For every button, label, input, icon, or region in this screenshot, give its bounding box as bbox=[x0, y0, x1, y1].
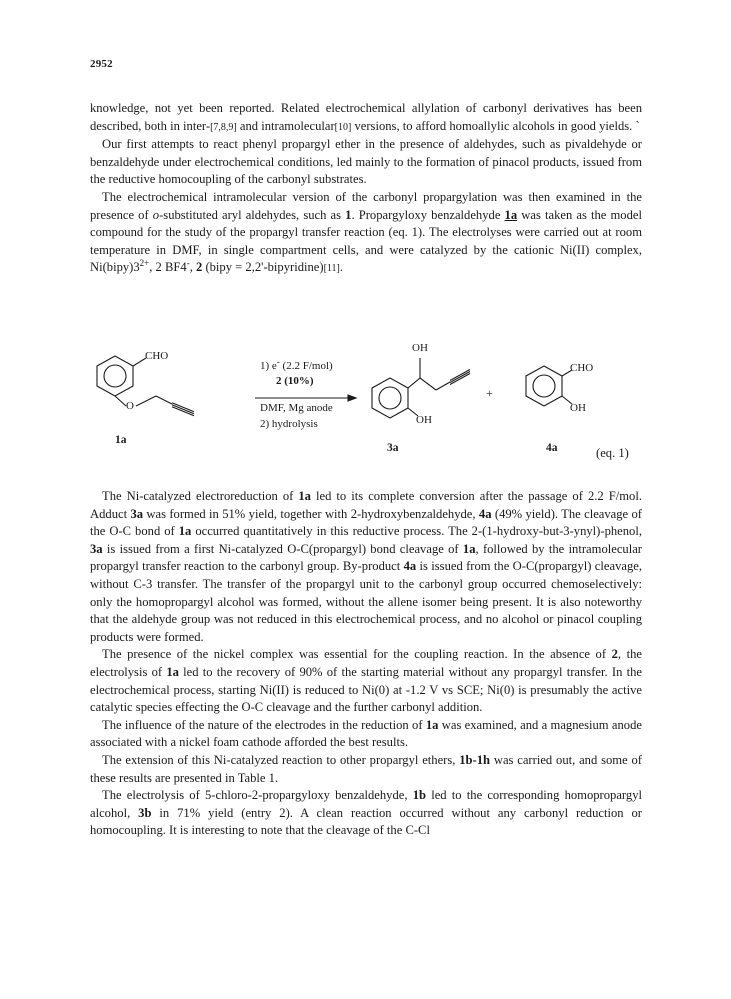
paragraph-5: The presence of the nickel complex was essential for the coupling reaction. In the absence of 2, the electrolysis of 1a led to the recovery of 90% of the starting material without any propargyl transfer. In the electrochemical process, starting Ni(II) is reduced to Ni(0) at -1.2 V vs SCE; Ni(0) is presumably the active catalytic species effecting the O-C cleavage and the further carbonyl addition. bbox=[90, 647, 642, 715]
reactant-cho-label: CHO bbox=[145, 350, 169, 362]
reactant-ring bbox=[97, 356, 133, 396]
equation-number: (eq. 1) bbox=[596, 446, 629, 460]
product-4a-ring bbox=[526, 366, 562, 406]
reactant-o-label: O bbox=[126, 400, 134, 412]
text-block-top bbox=[90, 100, 642, 278]
paragraph-8: The electrolysis of 5-chloro-2-propargyloxy benzaldehyde, 1b led to the corresponding homopropargyl alcohol, 3b in 71% yield (entry 2). A clean reaction occurred without any carbonyl reduction or homocoupling. It is interesting to note that the cleavage of the C-Cl bbox=[90, 788, 642, 838]
reaction-scheme bbox=[90, 338, 650, 470]
product-3a-oh-ring: OH bbox=[416, 414, 432, 426]
page-number: 2952 bbox=[90, 58, 113, 70]
paragraph-4: The Ni-catalyzed electroreduction of 1a led to its complete conversion after the passage of 2.2 F/mol. Adduct 3a was formed in 51% yield, together with 2-hydroxybenzaldehyde, 4a (49% yield). The cleavage of the O-C bond of 1a occurred quantitatively in this reductive process. The 2-(1-hydroxy-but-3-ynyl)-phenol, 3a is issued from a first Ni-catalyzed O-C(propargyl) bond cleavage of 1a, followed by the intramolecular propargyl transfer reaction to the carbonyl group. By-product 4a is issued from the O-C(propargyl) cleavage, without C-3 transfer. The transfer of the propargyl unit to the carbonyl group occurred chemoselectively: only the homopropargyl alcohol was formed, without the allene isomer being present. It is also noteworthy that the aldehyde group was not reduced in this electrochemical process, and no alcohol or pinacol coupling products were formed. bbox=[90, 489, 642, 644]
product-3a-ring bbox=[372, 378, 408, 418]
product-4a-cho: CHO bbox=[570, 362, 594, 374]
product-4a-oh: OH bbox=[570, 402, 586, 414]
product-4a-label: 4a bbox=[546, 442, 558, 454]
condition-solvent: DMF, Mg anode bbox=[260, 402, 333, 414]
plus-sign: + bbox=[486, 386, 493, 400]
paragraph-3: The electrochemical intramolecular version of the carbonyl propargylation was then examined in the presence of o-substituted aryl aldehydes, such as 1. Propargyloxy benzaldehyde 1a was taken as the model compound for the study of the propargyl transfer reaction (eq. 1). The electrolyses were carried out at room temperature in DMF, in single compartment cells, and were catalyzed by the cationic Ni(II) complex, $Ni(bipy)3^{2+}$, 2 BF4-, 2 (bipy = 2,2'-bipyridine)[11]. bbox=[90, 189, 642, 275]
paragraph-6: The influence of the nature of the electrodes in the reduction of 1a was examined, and a magnesium anode associated with a nickel foam cathode afforded the best results. bbox=[90, 717, 642, 750]
text-block-bottom bbox=[90, 488, 642, 840]
product-3a-label: 3a bbox=[387, 442, 399, 454]
paragraph-1: knowledge, not yet been reported. Related electrochemical allylation of carbonyl derivatives has been described, both in inter-[7,8,9] and intramolecular[10] versions, to afford homoallylic alcohols in good yields. ` bbox=[90, 101, 642, 133]
condition-catalyst: 2 (10%) bbox=[276, 375, 314, 387]
paragraph-7: The extension of this Ni-catalyzed reaction to other propargyl ethers, 1b-1h was carried out, and some of these results are presented in Table 1. bbox=[90, 752, 642, 785]
product-3a-oh-top: OH bbox=[412, 342, 428, 354]
paragraph-2: Our first attempts to react phenyl propargyl ether in the presence of aldehydes, such as pivaldehyde or benzaldehyde under electrochemical conditions, led mainly to the formation of pinacol products, issued from the reductive homocoupling of the carbonyl substrates. bbox=[90, 137, 642, 187]
reactant-compound-label: 1a bbox=[115, 434, 127, 446]
condition-electron: 1) e- (2.2 F/mol) bbox=[260, 356, 333, 372]
condition-hydrolysis: 2) hydrolysis bbox=[260, 418, 318, 430]
scheme-drawing bbox=[90, 338, 650, 470]
